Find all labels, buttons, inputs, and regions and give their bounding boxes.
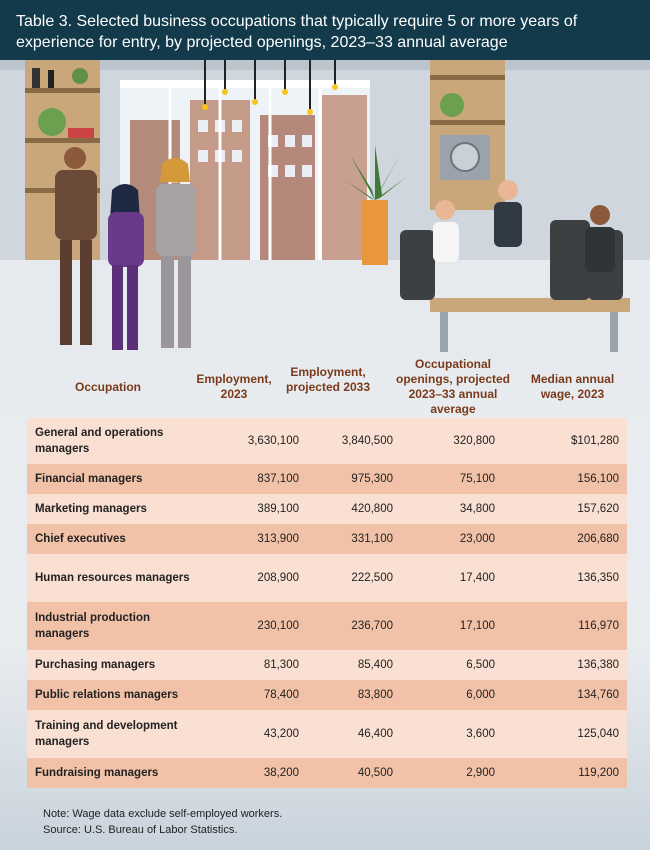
cell-employment-2033: 83,800 (357, 689, 393, 701)
cell-employment-2023: 208,900 (257, 572, 299, 584)
header-occupation: Occupation (74, 380, 141, 394)
cell-employment-2023: 81,300 (263, 659, 299, 671)
cell-wage: 136,350 (577, 572, 619, 584)
cell-employment-2023: 78,400 (263, 689, 299, 701)
cell-employment-2033: 331,100 (351, 533, 393, 545)
title-bar (0, 0, 650, 60)
cell-occupation: General and operations managers (35, 427, 164, 455)
table-row (27, 602, 627, 650)
table-headers (0, 355, 650, 415)
cell-wage: 136,380 (577, 659, 619, 671)
cell-occupation: Marketing managers (35, 503, 147, 515)
cell-employment-2023: 389,100 (257, 503, 299, 515)
cell-openings: 23,000 (459, 533, 495, 545)
cell-wage: 116,970 (578, 620, 619, 632)
cell-employment-2033: 420,800 (351, 503, 393, 515)
cell-employment-2023: 38,200 (263, 767, 299, 779)
cell-occupation: Training and development managers (35, 720, 178, 748)
office-scene-svg (0, 60, 650, 360)
table-row (27, 418, 627, 464)
cell-wage: 119,200 (578, 767, 619, 779)
table-row (27, 524, 627, 554)
cell-wage: 156,100 (577, 473, 619, 485)
table-title: Table 3. Selected business occupations that typically require 5 or more years of experience for entry, by projected openings, 2023–33 annual average (16, 13, 578, 51)
table-row (27, 650, 627, 680)
cell-employment-2023: 313,900 (257, 533, 299, 545)
header-employment-2023: Employment, 2023 (196, 372, 272, 401)
table-row (27, 554, 627, 602)
cell-occupation: Fundraising managers (35, 767, 159, 779)
cell-wage: 157,620 (577, 503, 619, 515)
cell-openings: 2,900 (466, 767, 495, 779)
cell-employment-2033: 222,500 (351, 572, 393, 584)
cell-openings: 34,800 (459, 503, 495, 515)
table-row (27, 758, 627, 788)
cell-employment-2033: 3,840,500 (341, 435, 393, 447)
cell-employment-2023: 230,100 (257, 620, 299, 632)
header-openings: Occupational openings, projected 2023–33 annual average (395, 357, 510, 416)
cell-openings: 3,600 (466, 728, 495, 740)
cell-employment-2033: 40,500 (357, 767, 393, 779)
table-row (27, 464, 627, 494)
cell-occupation: Financial managers (35, 473, 143, 485)
cell-employment-2033: 46,400 (357, 728, 393, 740)
cell-employment-2023: 43,200 (263, 728, 299, 740)
cell-occupation: Purchasing managers (35, 659, 156, 671)
cell-openings: 75,100 (459, 473, 495, 485)
cell-employment-2033: 85,400 (357, 659, 393, 671)
cell-employment-2023: 3,630,100 (247, 435, 299, 447)
header-wage: Median annual wage, 2023 (530, 372, 615, 401)
source-text: Source: U.S. Bureau of Labor Statistics. (43, 824, 238, 836)
cell-occupation: Human resources managers (35, 572, 190, 584)
cell-openings: 17,400 (459, 572, 495, 584)
table-row (27, 680, 627, 710)
cell-openings: 320,800 (453, 435, 495, 447)
cell-employment-2033: 975,300 (351, 473, 393, 485)
cell-wage: $101,280 (571, 435, 619, 447)
cell-openings: 6,500 (466, 659, 495, 671)
cell-wage: 134,760 (577, 689, 619, 701)
cell-wage: 125,040 (577, 728, 619, 740)
header-employment-2033: Employment, projected 2033 (285, 365, 371, 394)
table-row (27, 710, 627, 758)
cell-occupation: Chief executives (35, 533, 126, 545)
cell-openings: 17,100 (459, 620, 495, 632)
cell-occupation: Public relations managers (35, 689, 179, 701)
occupations-table (27, 418, 627, 788)
cell-openings: 6,000 (466, 689, 495, 701)
office-meeting-illustration (0, 60, 650, 360)
note-text: Note: Wage data exclude self-employed workers. (43, 808, 283, 820)
cell-occupation: Industrial production managers (35, 612, 150, 640)
table-row (27, 494, 627, 524)
table-notes (43, 806, 282, 838)
cell-wage: 206,680 (577, 533, 619, 545)
cell-employment-2023: 837,100 (257, 473, 299, 485)
cell-employment-2033: 236,700 (351, 620, 393, 632)
